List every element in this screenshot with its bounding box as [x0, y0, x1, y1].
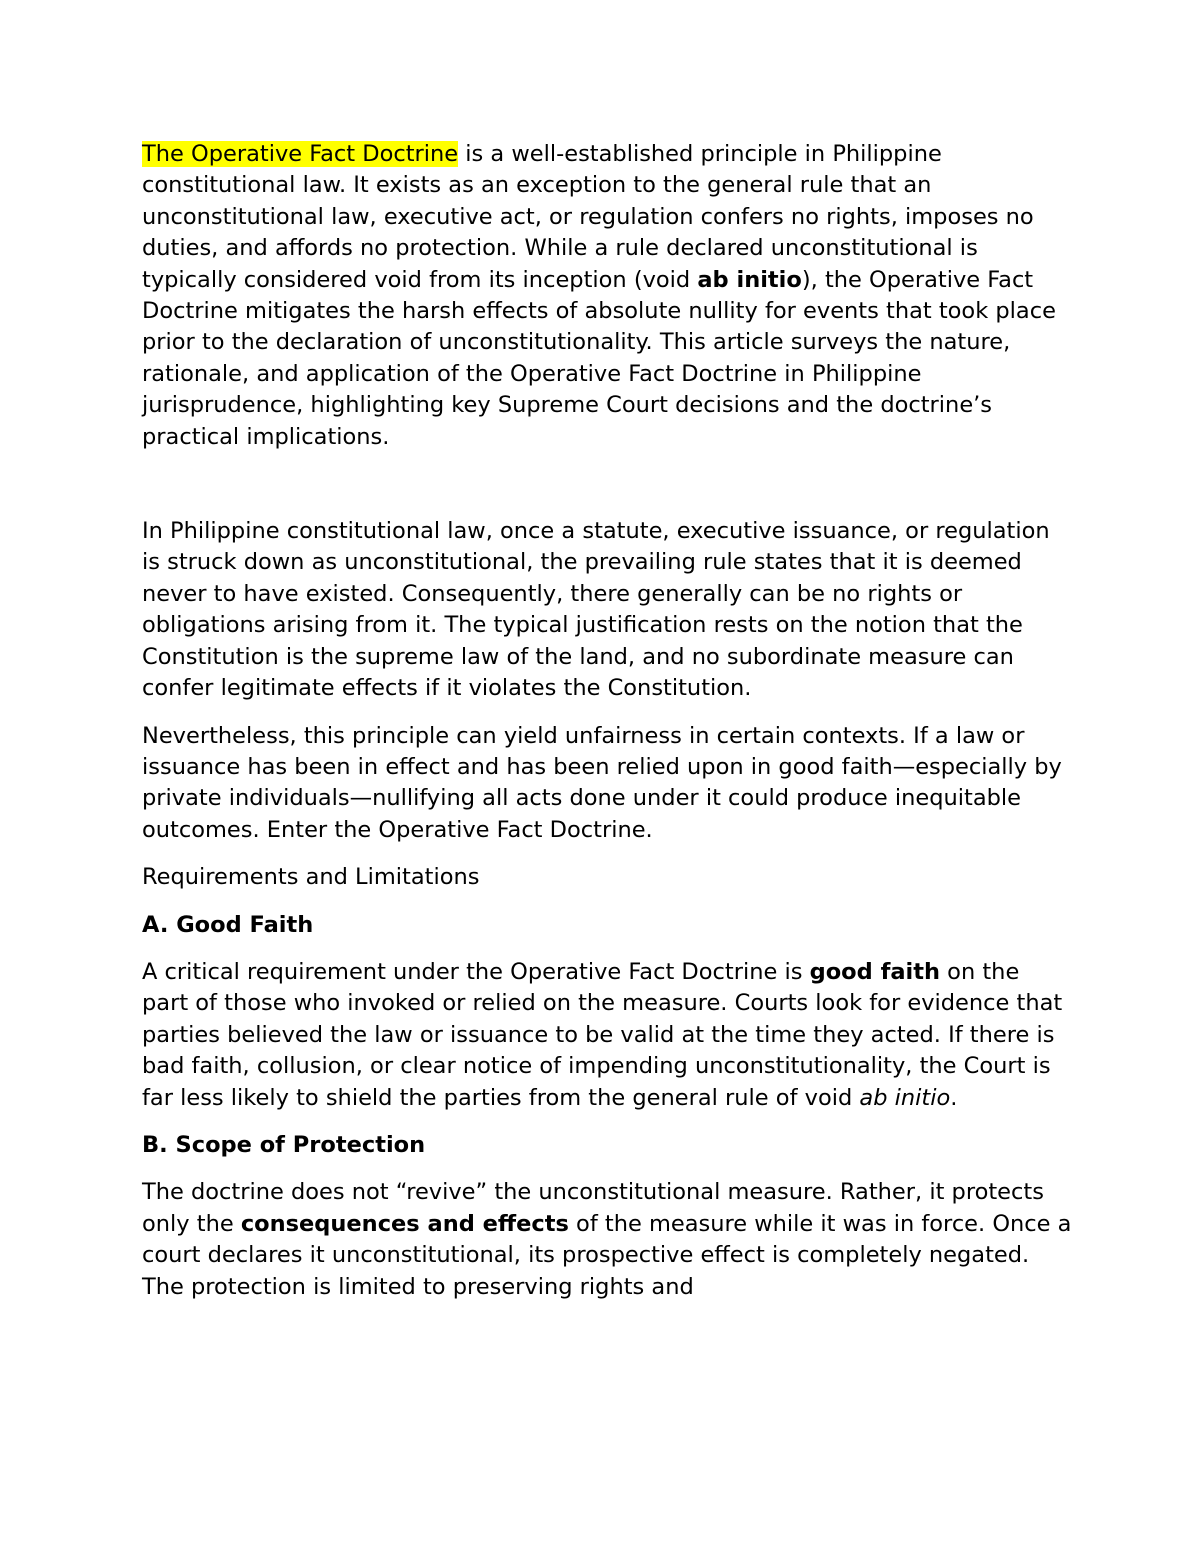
good-faith-italic-term: ab initio	[859, 1084, 951, 1111]
highlighted-term: The Operative Fact Doctrine	[142, 141, 459, 167]
good-faith-bold-term: good faith	[809, 958, 941, 985]
intro-text-2: ), the Operative Fact Doctrine mitigates the harsh effects of absolute nullity for events that took place prior to the declaration of unconstitutionality. This article surveys the nature, rationale, and application of the Operative Fact Doctrine in Philippine jurisprudence, highlighting key Supreme Court decisions and the doctrine’s practical implications.	[142, 266, 1056, 450]
paragraph-unfairness: Nevertheless, this principle can yield unfairness in certain contexts. If a law or issuance has been in effect and has been relied upon in good faith—especially by private individuals—nullifying all acts done under it could produce inequitable outcomes. Enter the Operative Fact Doctrine.	[142, 722, 1062, 843]
scope-text-2: of the measure while it was in force. Once a court declares it unconstitutional, its prospective effect is completely negated. The protection is limited to preserving rights and	[142, 1210, 1072, 1300]
section-title: Requirements and Limitations	[142, 864, 480, 891]
scope-text-1: The doctrine does not “revive” the unconstitutional measure. Rather, it protects only the	[142, 1179, 1044, 1237]
paragraph-good-faith	[142, 957, 1072, 1114]
good-faith-text-1: A critical requirement under the Operative Fact Doctrine is	[142, 958, 810, 985]
intro-bold-term: ab initio	[697, 266, 802, 293]
heading-scope-of-protection: B. Scope of Protection	[142, 1131, 426, 1158]
scope-bold-term: consequences and effects	[240, 1210, 569, 1237]
intro-paragraph	[142, 139, 1072, 453]
heading-good-faith: A. Good Faith	[142, 911, 314, 938]
intro-text-1: is a well-established principle in Philippine constitutional law. It exists as an exception to the general rule that an unconstitutional law, executive act, or regulation confers no rights, imposes no duties, and affords no protection. While a rule declared unconstitutional is typically considered void from its inception (void	[142, 141, 1034, 293]
good-faith-text-2: on the part of those who invoked or relied on the measure. Courts look for evidence that parties believed the law or issuance to be valid at the time they acted. If there is bad faith, collusion, or clear notice of impending unconstitutionality, the Court is far less likely to shield the parties from the general rule of void	[142, 958, 1063, 1111]
good-faith-text-3: .	[950, 1084, 958, 1111]
paragraph-general-rule: In Philippine constitutional law, once a statute, executive issuance, or regulation is struck down as unconstitutional, the prevailing rule states that it is deemed never to have existed. Consequently, there generally can be no rights or obligations arising from it. The typical justification rests on the notion that the Constitution is the supreme law of the land, and no subordinate measure can confer legitimate effects if it violates the Constitution.	[142, 518, 1050, 702]
document-page	[142, 139, 1072, 1319]
paragraph-scope-of-protection	[142, 1177, 1072, 1303]
